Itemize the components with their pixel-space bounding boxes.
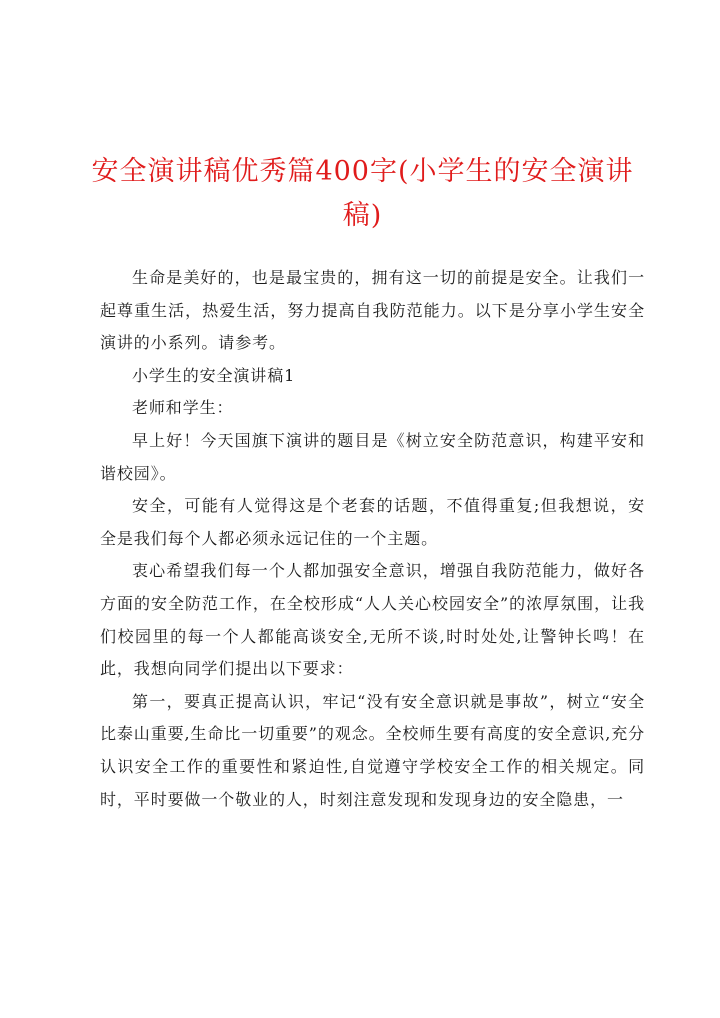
document-body: [100, 262, 645, 816]
paragraph-first-requirement: 第一，要真正提高认识，牢记“没有安全意识就是事故”，树立“安全比泰山重要,生命比一切重要”的观念。全校师生要有高度的安全意识,充分认识安全工作的重要性和紧迫性,自觉遵守学校安全工作的相关规定。同时，平时要做一个敬业的人，时刻注意发现和发现身边的安全隐患，一: [100, 691, 645, 809]
paragraph-safety-topic: 安全，可能有人觉得这是个老套的话题，不值得重复;但我想说，安全是我们每个人都必须永远记住的一个主题。: [100, 496, 645, 548]
paragraph-hope: 衷心希望我们每一个人都加强安全意识，增强自我防范能力，做好各方面的安全防范工作，在全校形成“人人关心校园安全”的浓厚氛围，让我们校园里的每一个人都能高谈安全,无所不谈,时时处处,让警钟长鸣！在此，我想向同学们提出以下要求：: [100, 561, 645, 679]
paragraph-intro: 生命是美好的，也是最宝贵的，拥有这一切的前提是安全。让我们一起尊重生活，热爱生活，努力提高自我防范能力。以下是分享小学生安全演讲的小系列。请参考。: [100, 268, 645, 353]
paragraph-salutation: 老师和学生：: [132, 398, 234, 418]
paragraph-greeting: 早上好！今天国旗下演讲的题目是《树立安全防范意识，构建平安和谐校园》。: [100, 430, 645, 483]
paragraph-speech-heading: 小学生的安全演讲稿1: [132, 365, 296, 385]
document-title: 安全演讲稿优秀篇400字(小学生的安全演讲稿): [91, 156, 634, 231]
